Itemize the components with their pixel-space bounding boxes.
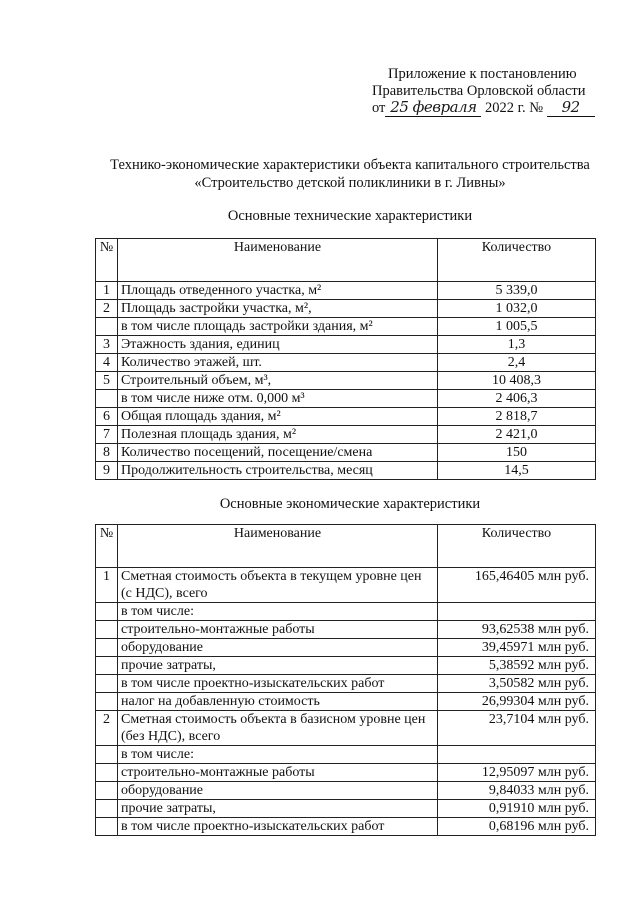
row-name: прочие затраты, [118, 800, 438, 818]
handwritten-date: 25 февраля [385, 100, 481, 117]
economic-heading: Основные экономические характеристики [219, 496, 481, 512]
economic-table [95, 524, 596, 836]
table-row [96, 408, 596, 426]
table-row [96, 711, 596, 746]
row-name: строительно-монтажные работы [118, 621, 438, 639]
row-name: Полезная площадь здания, м² [118, 426, 438, 444]
year-text: 2022 г. № [485, 100, 544, 116]
row-name: Сметная стоимость объекта в базисном уровне цен (без НДС), всего [118, 711, 438, 746]
title-line-2: «Строительство детской поликлиники в г. Ливны» [194, 175, 506, 191]
row-number: 6 [96, 408, 118, 426]
row-number: 2 [96, 300, 118, 318]
row-quantity: 5 339,0 [438, 282, 596, 300]
row-number: 5 [96, 372, 118, 390]
row-name: Этажность здания, единиц [118, 336, 438, 354]
row-number [96, 657, 118, 675]
row-name: Количество этажей, шт. [118, 354, 438, 372]
document-title [60, 156, 636, 192]
row-name: Сметная стоимость объекта в текущем уровне цен (с НДС), всего [118, 568, 438, 603]
table-row [96, 800, 596, 818]
table-row [96, 746, 596, 764]
row-number: 7 [96, 426, 118, 444]
economic-table-body [96, 568, 596, 836]
row-number [96, 621, 118, 639]
row-number [96, 818, 118, 836]
table-row [96, 621, 596, 639]
from-prefix: от [372, 100, 386, 116]
table-row [96, 818, 596, 836]
row-quantity: 0,68196 млн руб. [438, 818, 596, 836]
row-number: 1 [96, 282, 118, 300]
table-row [96, 693, 596, 711]
row-quantity: 2,4 [438, 354, 596, 372]
table-header-row [96, 239, 596, 282]
row-name: в том числе: [118, 746, 438, 764]
row-number [96, 603, 118, 621]
table-row [96, 354, 596, 372]
row-quantity: 165,46405 млн руб. [438, 568, 596, 603]
row-name: Количество посещений, посещение/смена [118, 444, 438, 462]
row-quantity: 26,99304 млн руб. [438, 693, 596, 711]
row-number: 2 [96, 711, 118, 746]
row-quantity: 0,91910 млн руб. [438, 800, 596, 818]
title-line-1: Технико-экономические характеристики объекта капитального строительства [110, 157, 590, 173]
row-quantity: 2 406,3 [438, 390, 596, 408]
row-name: в том числе ниже отм. 0,000 м³ [118, 390, 438, 408]
table-row [96, 318, 596, 336]
col-qty-header: Количество [438, 525, 596, 568]
col-name-header: Наименование [118, 525, 438, 568]
table-row [96, 603, 596, 621]
appendix-header [372, 66, 612, 117]
row-name: Продолжительность строительства, месяц [118, 462, 438, 480]
technical-table-body [96, 282, 596, 480]
row-name: в том числе проектно-изыскательских работ [118, 675, 438, 693]
row-name: в том числе: [118, 603, 438, 621]
row-quantity: 14,5 [438, 462, 596, 480]
row-quantity: 9,84033 млн руб. [438, 782, 596, 800]
row-quantity: 12,95097 млн руб. [438, 764, 596, 782]
row-quantity: 2 421,0 [438, 426, 596, 444]
table-header-row [96, 525, 596, 568]
row-quantity [438, 746, 596, 764]
row-number [96, 764, 118, 782]
row-name: оборудование [118, 782, 438, 800]
row-quantity: 1,3 [438, 336, 596, 354]
row-quantity: 5,38592 млн руб. [438, 657, 596, 675]
table-row [96, 657, 596, 675]
technical-table [95, 238, 596, 480]
row-quantity: 93,62538 млн руб. [438, 621, 596, 639]
row-name: оборудование [118, 639, 438, 657]
row-number [96, 800, 118, 818]
handwritten-number: 92 [547, 100, 595, 117]
row-quantity: 2 818,7 [438, 408, 596, 426]
table-row [96, 300, 596, 318]
row-quantity: 3,50582 млн руб. [438, 675, 596, 693]
row-name: в том числе площадь застройки здания, м² [118, 318, 438, 336]
row-quantity: 1 032,0 [438, 300, 596, 318]
row-name: налог на добавленную стоимость [118, 693, 438, 711]
table-row [96, 764, 596, 782]
table-row [96, 426, 596, 444]
row-quantity [438, 603, 596, 621]
row-number [96, 675, 118, 693]
table-row [96, 444, 596, 462]
row-number [96, 693, 118, 711]
appendix-line-1: Приложение к постановлению [388, 66, 577, 82]
row-number [96, 782, 118, 800]
row-number: 3 [96, 336, 118, 354]
table-row [96, 675, 596, 693]
col-num-header: № [96, 525, 118, 568]
row-number [96, 746, 118, 764]
table-row [96, 282, 596, 300]
row-number: 8 [96, 444, 118, 462]
appendix-date-line [372, 100, 612, 117]
row-quantity: 39,45971 млн руб. [438, 639, 596, 657]
row-name: Строительный объем, м³, [118, 372, 438, 390]
row-quantity: 10 408,3 [438, 372, 596, 390]
row-number [96, 390, 118, 408]
row-number: 1 [96, 568, 118, 603]
row-name: Площадь застройки участка, м², [118, 300, 438, 318]
table-row [96, 639, 596, 657]
table-row [96, 782, 596, 800]
row-number [96, 318, 118, 336]
row-number [96, 639, 118, 657]
table-row [96, 390, 596, 408]
table-row [96, 568, 596, 603]
row-name: Общая площадь здания, м² [118, 408, 438, 426]
row-quantity: 23,7104 млн руб. [438, 711, 596, 746]
appendix-line-2: Правительства Орловской области [372, 83, 586, 99]
technical-heading: Основные технические характеристики [227, 208, 473, 224]
table-row [96, 372, 596, 390]
table-row [96, 336, 596, 354]
table-row [96, 462, 596, 480]
row-quantity: 150 [438, 444, 596, 462]
row-name: прочие затраты, [118, 657, 438, 675]
row-number: 9 [96, 462, 118, 480]
row-quantity: 1 005,5 [438, 318, 596, 336]
row-name: в том числе проектно-изыскательских работ [118, 818, 438, 836]
col-name-header: Наименование [118, 239, 438, 282]
row-number: 4 [96, 354, 118, 372]
row-name: строительно-монтажные работы [118, 764, 438, 782]
row-name: Площадь отведенного участка, м² [118, 282, 438, 300]
col-qty-header: Количество [438, 239, 596, 282]
col-num-header: № [96, 239, 118, 282]
